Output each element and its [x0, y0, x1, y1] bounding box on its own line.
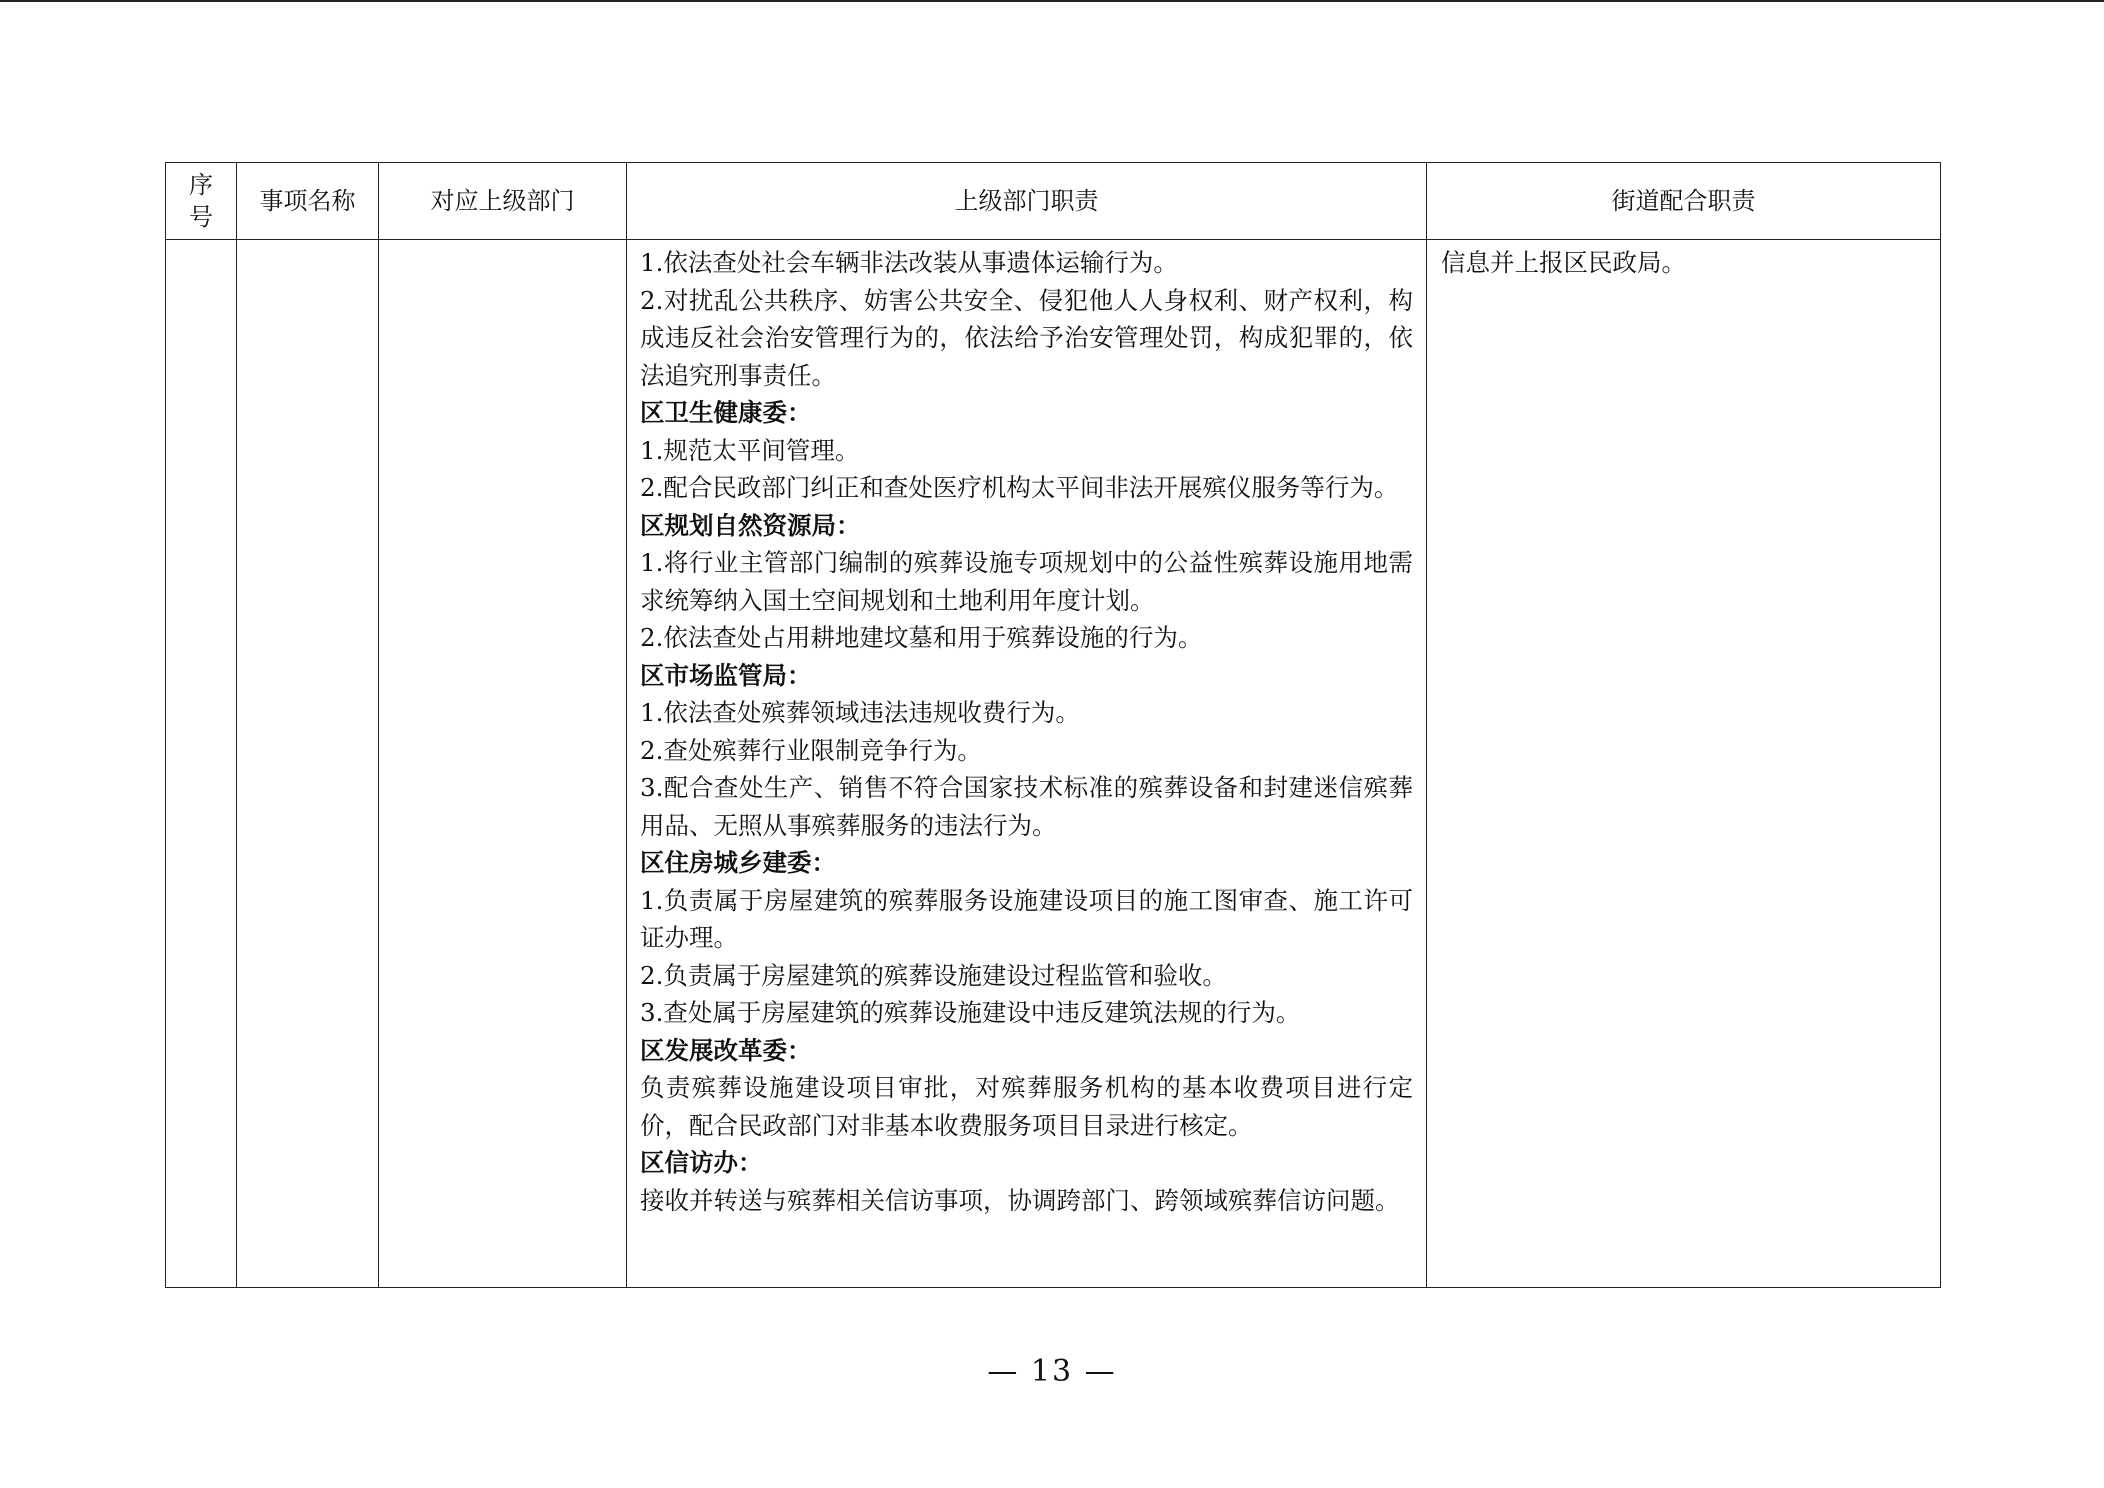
table-header-row — [166, 163, 1941, 240]
cell-duty — [627, 240, 1427, 1288]
duty-item: 负责殡葬设施建设项目审批，对殡葬服务机构的基本收费项目进行定价，配合民政部门对非基本收费服务项目目录进行核定。 — [640, 1073, 1413, 1140]
duty-item: 1.依法查处殡葬领域违法违规收费行为。 — [640, 698, 1080, 727]
duty-item: 2.查处殡葬行业限制竞争行为。 — [640, 735, 982, 765]
cell-seq — [166, 240, 237, 1288]
dept-heading: 区卫生健康委： — [640, 398, 812, 427]
table-row — [166, 240, 1941, 1288]
header-dept: 对应上级部门 — [379, 163, 627, 240]
duty-item: 2.依法查处占用耕地建坟墓和用于殡葬设施的行为。 — [640, 623, 1203, 652]
dept-heading: 区发展改革委： — [640, 1035, 812, 1065]
page-number: — 13 — — [987, 1354, 1117, 1389]
header-seq — [166, 163, 237, 240]
duty-item: 接收并转送与殡葬相关信访事项，协调跨部门、跨领域殡葬信访问题。 — [640, 1185, 1400, 1215]
duty-table — [165, 162, 1941, 1288]
header-item-name: 事项名称 — [237, 163, 379, 240]
header-street: 街道配合职责 — [1427, 163, 1941, 240]
top-border-rule — [0, 0, 2104, 2]
dept-heading: 区市场监管局： — [640, 660, 812, 690]
duty-item: 3.查处属于房屋建筑的殡葬设施建设中违反建筑法规的行为。 — [640, 998, 1301, 1027]
dept-heading: 区规划自然资源局： — [640, 510, 861, 540]
duty-item: 2.负责属于房屋建筑的殡葬设施建设过程监管和验收。 — [640, 960, 1227, 990]
duty-item: 1.依法查处社会车辆非法改装从事遗体运输行为。 — [640, 248, 1178, 277]
duty-item: 2.配合民政部门纠正和查处医疗机构太平间非法开展殡仪服务等行为。 — [640, 473, 1399, 502]
cell-item-name — [237, 240, 379, 1288]
duty-list — [627, 240, 1426, 1219]
duty-item: 2.对扰乱公共秩序、妨害公共安全、侵犯他人人身权利、财产权利，构成违反社会治安管理行为的，依法给予治安管理处罚，构成犯罪的，依法追究刑事责任。 — [640, 285, 1413, 390]
duty-item: 1.规范太平间管理。 — [640, 435, 860, 465]
cell-street — [1427, 240, 1941, 1288]
header-seq-line2: 号 — [189, 203, 213, 231]
header-duty: 上级部门职责 — [627, 163, 1427, 240]
dept-heading: 区信访办： — [640, 1148, 763, 1177]
duty-item: 3.配合查处生产、销售不符合国家技术标准的殡葬设备和封建迷信殡葬用品、无照从事殡葬服务的违法行为。 — [640, 773, 1413, 840]
header-seq-line1: 序 — [189, 171, 213, 199]
street-duty-text: 信息并上报区民政局。 — [1441, 248, 1686, 277]
dept-heading: 区住房城乡建委： — [640, 848, 836, 877]
duty-item: 1.将行业主管部门编制的殡葬设施专项规划中的公益性殡葬设施用地需求统筹纳入国土空间规划和土地利用年度计划。 — [640, 548, 1413, 615]
cell-dept — [379, 240, 627, 1288]
duty-item: 1.负责属于房屋建筑的殡葬服务设施建设项目的施工图审查、施工许可证办理。 — [640, 885, 1413, 952]
